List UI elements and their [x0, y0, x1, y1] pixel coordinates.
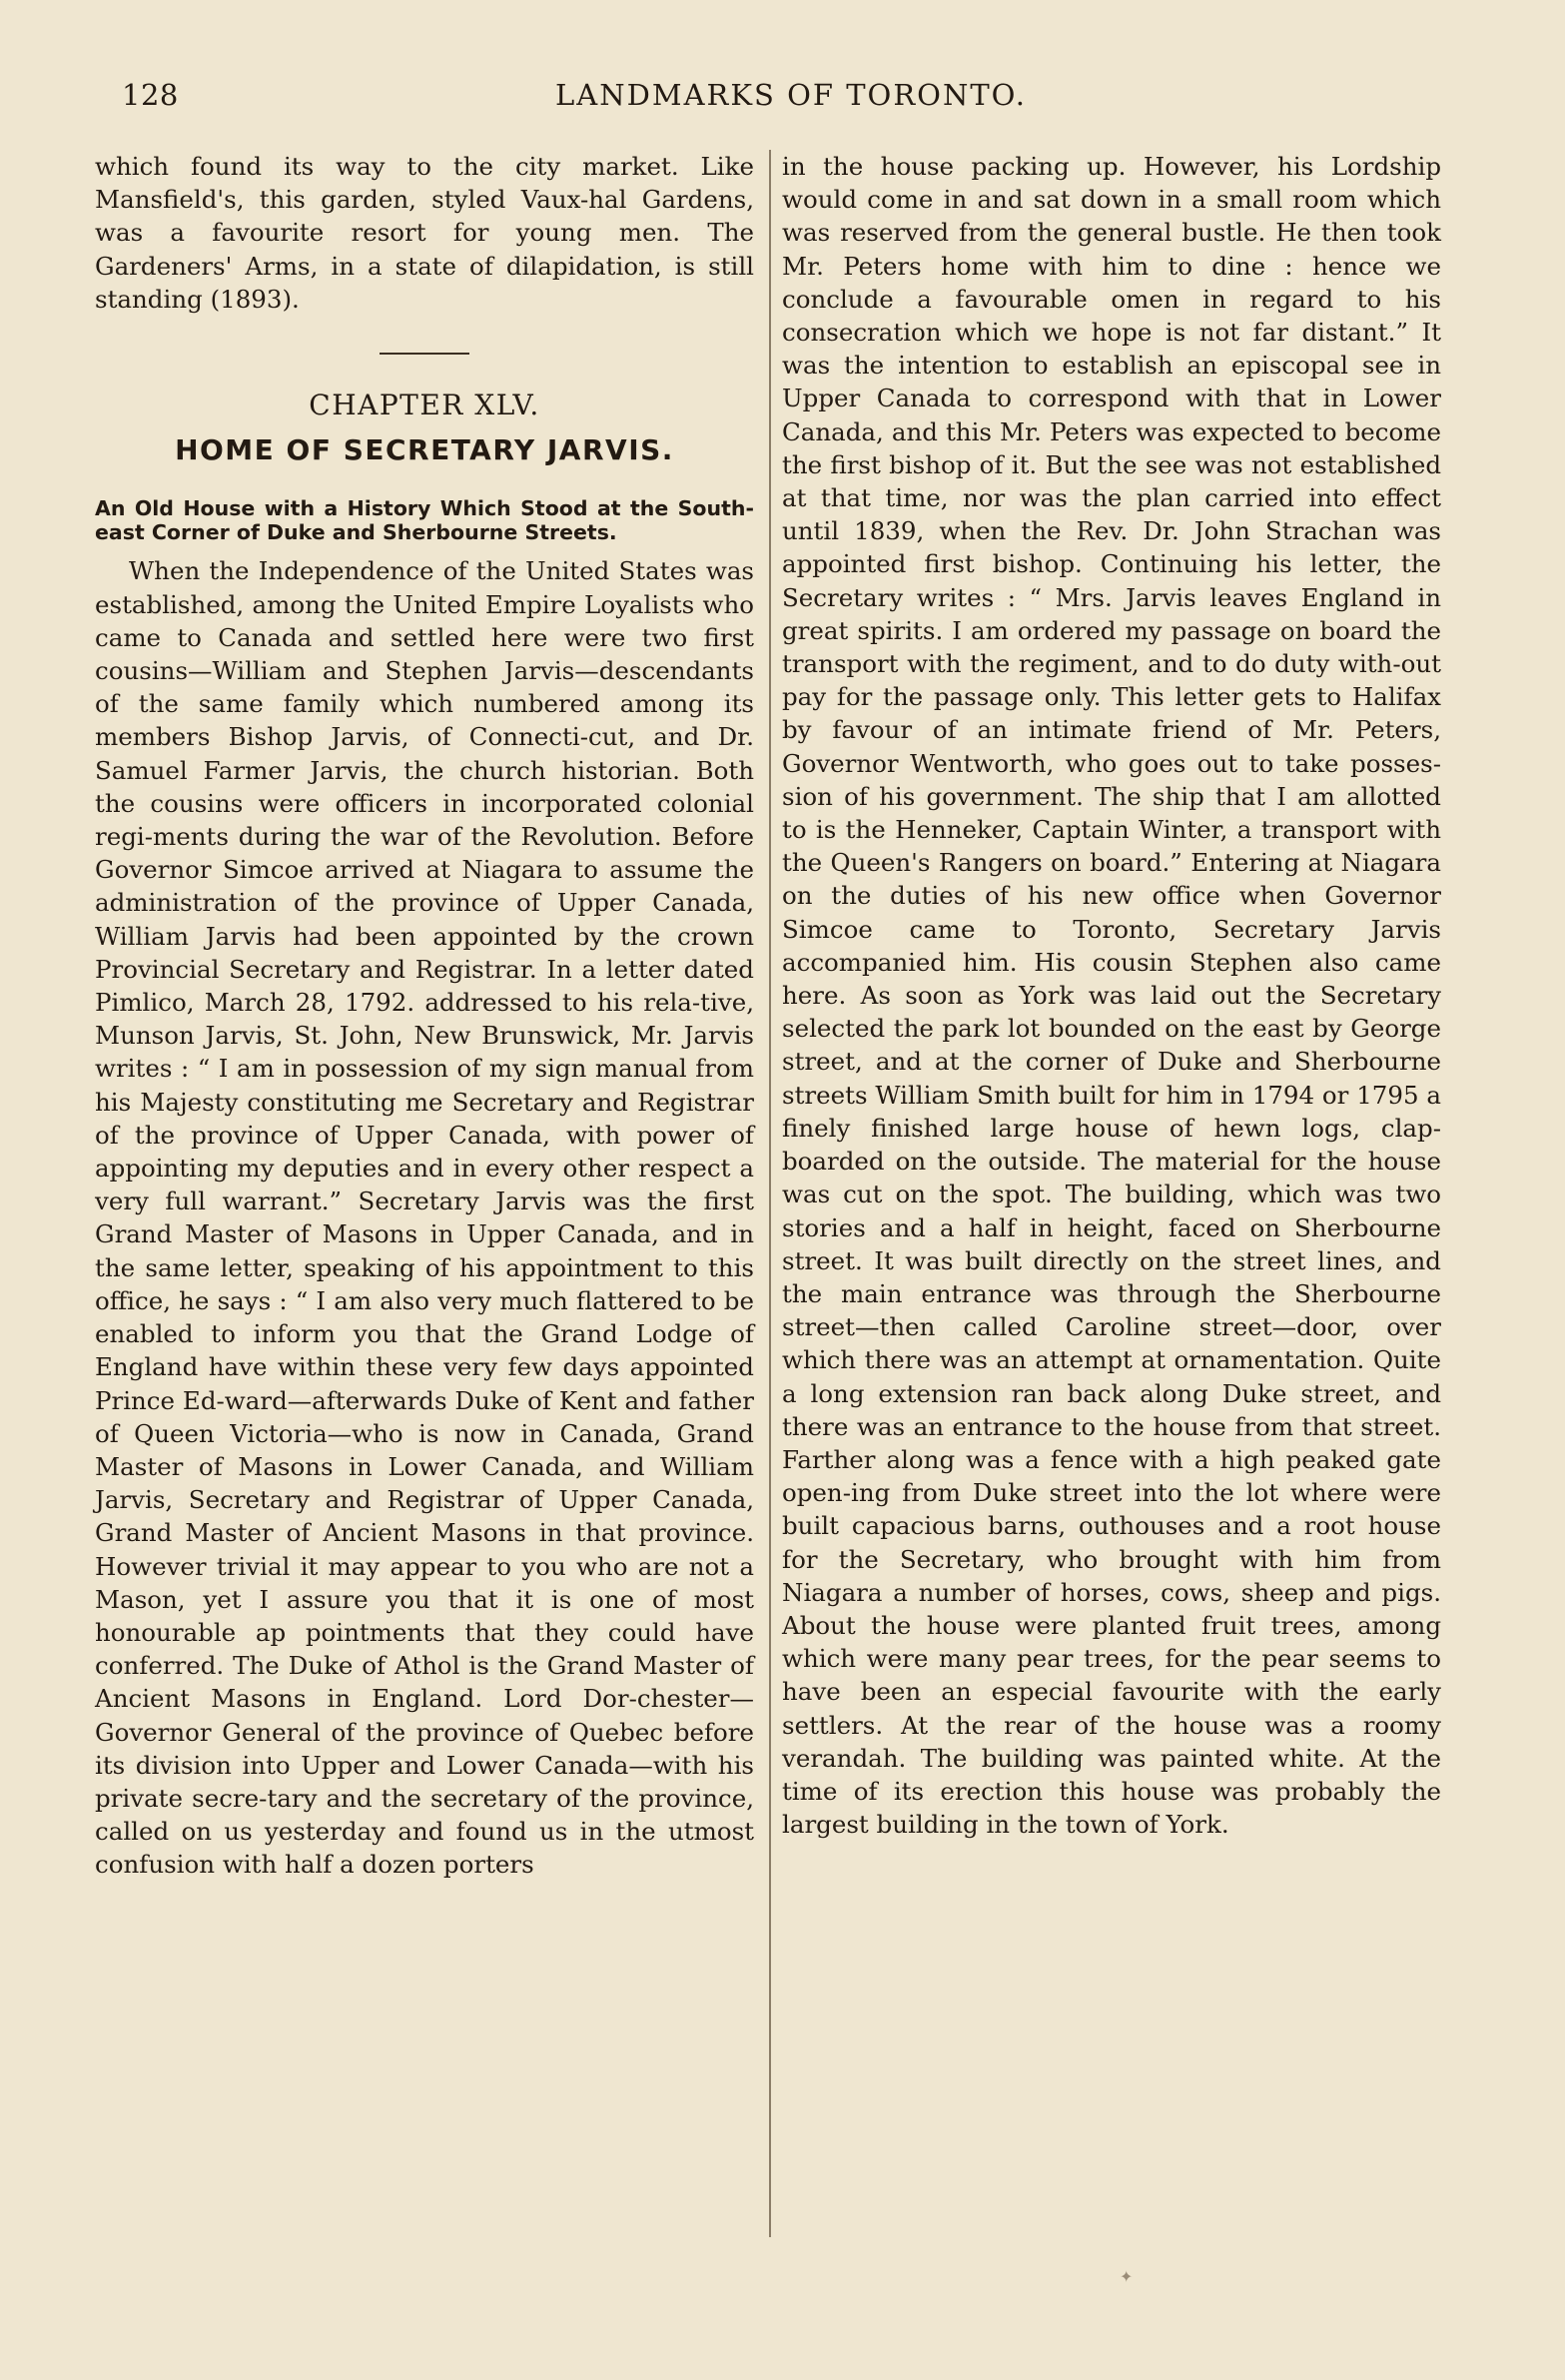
column-divider	[769, 150, 771, 2237]
section-divider	[380, 353, 469, 355]
chapter-label: CHAPTER XLV.	[309, 389, 540, 422]
intro-paragraph: which found its way to the city market. Like Mansfield's, this garden, styled Vaux-hal Gardens, was a favourite resort for young men. The Gardeners' Arms, in a state of dilapidation, is still standing (1893).	[95, 152, 754, 314]
page-header	[122, 74, 1460, 124]
body-paragraph: When the Independence of the United States was established, among the United Empire Loyalists who came to Canada and settled here were two first cousins—William and Stephen Jarvis—descendants of the same family which numbered among its members Bishop Jarvis, of Connecti-cut, and Dr. Samuel Farmer Jarvis, the church historian. Both the cousins were officers in incorporated colonial regi-ments during the war of the Revolution. Before Governor Simcoe arrived at Niagara to assume the administration of the province of Upper Canada, William Jarvis had been appointed by the crown Provincial Secretary and Registrar. In a letter dated Pimlico, March 28, 1792. addressed to his rela-tive, Munson Jarvis, St. John, New Brunswick, Mr. Jarvis writes : “ I am in possession of my sign manual from his Majesty constituting me Secretary and Registrar of the province of Upper Canada, with power of appointing my deputies and in every other respect a very full warrant.” Secretary Jarvis was the first Grand Master of Masons in Upper Canada, and in the same letter, speaking of his appointment to this office, he says : “ I am also very much flattered to be enabled to inform you that the Grand Lodge of England have within these very few days appointed Prince Ed-ward—afterwards Duke of Kent and father of Queen Victoria—who is now in Canada, Grand Master of Masons in Lower Canada, and William Jarvis, Secretary and Registrar of Upper Canada, Grand Master of Ancient Masons in that province. However trivial it may appear to you who are not a Mason, yet I assure you that it is one of most honourable ap pointments that they could have conferred. The Duke of Athol is the Grand Master of Ancient Masons in England. Lord Dor-chester—Governor General of the province of Quebec before its division into Upper and Lower Canada—with his private secre-tary and the secretary of the province, called on us yesterday and found us in the utmost confusion with half a dozen porters	[95, 556, 754, 1880]
right-column	[782, 150, 1441, 1841]
left-column	[95, 150, 754, 1882]
page-number: 128	[122, 78, 179, 112]
chapter-title: HOME OF SECRETARY JARVIS.	[175, 433, 674, 467]
page-mark-icon: ✦	[1120, 2267, 1134, 2286]
chapter-subheading: An Old House with a History Which Stood at the South-east Corner of Duke and Sherbourne Streets.	[95, 496, 754, 545]
body-paragraph-continued: in the house packing up. However, his Lordship would come in and sat down in a small room which was reserved from the general bustle. He then took Mr. Peters home with him to dine : hence we conclude a favourable omen in regard to his consecration which we hope is not far distant.” It was the intention to establish an episcopal see in Upper Canada to correspond with that in Lower Canada, and this Mr. Peters was expected to become the first bishop of it. But the see was not established at that time, nor was the plan carried into effect until 1839, when the Rev. Dr. John Strachan was appointed first bishop. Continuing his letter, the Secretary writes : “ Mrs. Jarvis leaves England in great spirits. I am ordered my passage on board the transport with the regiment, and to do duty with-out pay for the passage only. This letter gets to Halifax by favour of an intimate friend of Mr. Peters, Governor Wentworth, who goes out to take posses-sion of his government. The ship that I am allotted to is the Henneker, Captain Winter, a transport with the Queen's Rangers on board.” Entering at Niagara on the duties of his new office when Governor Simcoe came to Toronto, Secretary Jarvis accompanied him. His cousin Stephen also came here. As soon as York was laid out the Secretary selected the park lot bounded on the east by George street, and at the corner of Duke and Sherbourne streets William Smith built for him in 1794 or 1795 a finely finished large house of hewn logs, clap-boarded on the outside. The material for the house was cut on the spot. The building, which was two stories and a half in height, faced on Sherbourne street. It was built directly on the street lines, and the main entrance was through the Sherbourne street—then called Caroline street—door, over which there was an attempt at ornamentation. Quite a long extension ran back along Duke street, and there was an entrance to the house from that street. Farther along was a fence with a high peaked gate open-ing from Duke street into the lot where were built capacious barns, outhouses and a root house for the Secretary, who brought with him from Niagara a number of horses, cows, sheep and pigs. About the house were planted fruit trees, among which were many pear trees, for the pear seems to have been an especial favourite with the early settlers. At the rear of the house was a roomy verandah. The building was painted white. At the time of its erection this house was probably the largest building in the town of York.	[782, 152, 1441, 1840]
running-title: LANDMARKS OF TORONTO.	[555, 78, 1027, 112]
